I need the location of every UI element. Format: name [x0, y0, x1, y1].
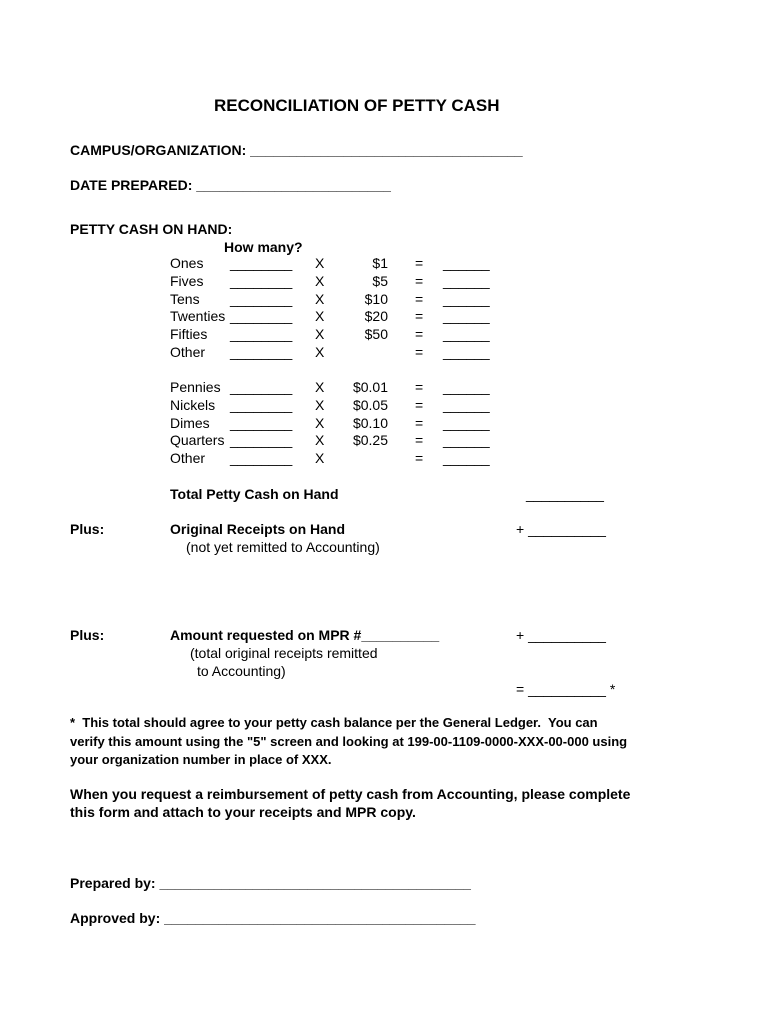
final-total-field[interactable]: = __________ *: [516, 681, 616, 697]
count-field[interactable]: ________: [230, 290, 293, 307]
denomination-value: $50: [364, 326, 388, 343]
count-field[interactable]: ________: [230, 432, 293, 449]
denomination-label: Quarters: [170, 432, 225, 449]
times-symbol: X: [315, 414, 325, 431]
denomination-value: $0.10: [352, 414, 388, 431]
date-prepared-field[interactable]: DATE PREPARED: _________________________: [70, 177, 391, 193]
count-field[interactable]: ________: [230, 450, 293, 467]
approved-by-field[interactable]: Approved by: ________________________________________: [70, 910, 476, 926]
times-symbol: X: [315, 344, 325, 360]
equals-symbol: =: [415, 396, 424, 413]
equals-symbol: =: [415, 344, 424, 360]
amount-field[interactable]: ______: [443, 290, 490, 307]
times-symbol: X: [315, 272, 325, 289]
denomination-label: Fives: [170, 272, 204, 289]
denomination-value: $0.01: [352, 379, 388, 395]
amount-field[interactable]: ______: [443, 255, 490, 271]
count-field[interactable]: ________: [230, 414, 293, 431]
total-cash-label: Total Petty Cash on Hand: [170, 486, 339, 502]
times-symbol: X: [315, 396, 325, 413]
denomination-label: Twenties: [170, 308, 226, 325]
mpr-label: Amount requested on MPR #__________: [170, 627, 440, 643]
how-many-header: How many?: [224, 239, 303, 255]
receipts-note: (not yet remitted to Accounting): [186, 539, 380, 555]
mpr-field[interactable]: + __________: [516, 627, 606, 643]
denomination-label: Nickels: [170, 396, 216, 413]
denomination-label: Ones: [170, 255, 204, 271]
equals-symbol: =: [415, 379, 424, 395]
equals-symbol: =: [415, 255, 424, 271]
denomination-label: Dimes: [170, 414, 210, 431]
times-symbol: X: [315, 326, 325, 343]
times-symbol: X: [315, 450, 325, 467]
count-field[interactable]: ________: [230, 272, 293, 289]
amount-field[interactable]: ______: [443, 432, 490, 449]
denomination-value: $1: [372, 255, 388, 271]
denomination-label: Other: [170, 450, 206, 467]
equals-symbol: =: [415, 326, 424, 343]
instructions-line-2: this form and attach to your receipts and MPR copy.: [70, 804, 416, 820]
equals-symbol: =: [415, 290, 424, 307]
denomination-label: Tens: [170, 290, 200, 307]
amount-field[interactable]: ______: [443, 308, 490, 325]
denomination-value: $5: [372, 272, 388, 289]
count-field[interactable]: ________: [230, 255, 293, 271]
times-symbol: X: [315, 290, 325, 307]
equals-symbol: =: [415, 308, 424, 325]
count-field[interactable]: ________: [230, 308, 293, 325]
amount-field[interactable]: ______: [443, 414, 490, 431]
times-symbol: X: [315, 432, 325, 449]
amount-field[interactable]: ______: [443, 344, 490, 360]
denomination-label: Other: [170, 344, 206, 360]
receipts-label: Original Receipts on Hand: [170, 521, 346, 537]
denomination-label: Fifties: [170, 326, 208, 343]
footnote-line-2: verify this amount using the "5" screen and looking at 199-00-1109-0000-XXX-00-000 using: [70, 734, 628, 749]
denomination-value: $10: [364, 290, 388, 307]
footnote-line-3: your organization number in place of XXX.: [70, 752, 332, 767]
amount-field[interactable]: ______: [443, 379, 490, 395]
times-symbol: X: [315, 379, 325, 395]
footnote-line-1: * This total should agree to your petty cash balance per the General Ledger. You can: [70, 715, 598, 730]
amount-field[interactable]: ______: [443, 272, 490, 289]
cash-on-hand-heading: PETTY CASH ON HAND:: [70, 221, 233, 237]
count-field[interactable]: ________: [230, 326, 293, 343]
receipts-field[interactable]: + __________: [516, 521, 606, 537]
count-field[interactable]: ________: [230, 344, 293, 360]
total-cash-field[interactable]: __________: [526, 486, 604, 502]
equals-symbol: =: [415, 414, 424, 431]
instructions-line-1: When you request a reimbursement of petty cash from Accounting, please complete: [70, 786, 631, 802]
denomination-label: Pennies: [170, 379, 221, 395]
plus-label-mpr: Plus:: [70, 627, 105, 643]
campus-organization-field[interactable]: CAMPUS/ORGANIZATION: ___________________________________: [70, 142, 523, 158]
times-symbol: X: [315, 255, 325, 271]
prepared-by-field[interactable]: Prepared by: ________________________________________: [70, 875, 471, 891]
denomination-value: $20: [364, 308, 388, 325]
amount-field[interactable]: ______: [443, 396, 490, 413]
equals-symbol: =: [415, 450, 424, 467]
mpr-note-line-1: (total original receipts remitted: [190, 645, 378, 661]
denomination-value: $0.05: [352, 396, 388, 413]
equals-symbol: =: [415, 432, 424, 449]
times-symbol: X: [315, 308, 325, 325]
count-field[interactable]: ________: [230, 379, 293, 395]
equals-symbol: =: [415, 272, 424, 289]
page-title: RECONCILIATION OF PETTY CASH: [214, 96, 500, 115]
amount-field[interactable]: ______: [443, 450, 490, 467]
mpr-note-line-2: to Accounting): [197, 663, 286, 679]
plus-label-receipts: Plus:: [70, 521, 105, 537]
amount-field[interactable]: ______: [443, 326, 490, 343]
denomination-value: $0.25: [352, 432, 388, 449]
count-field[interactable]: ________: [230, 396, 293, 413]
